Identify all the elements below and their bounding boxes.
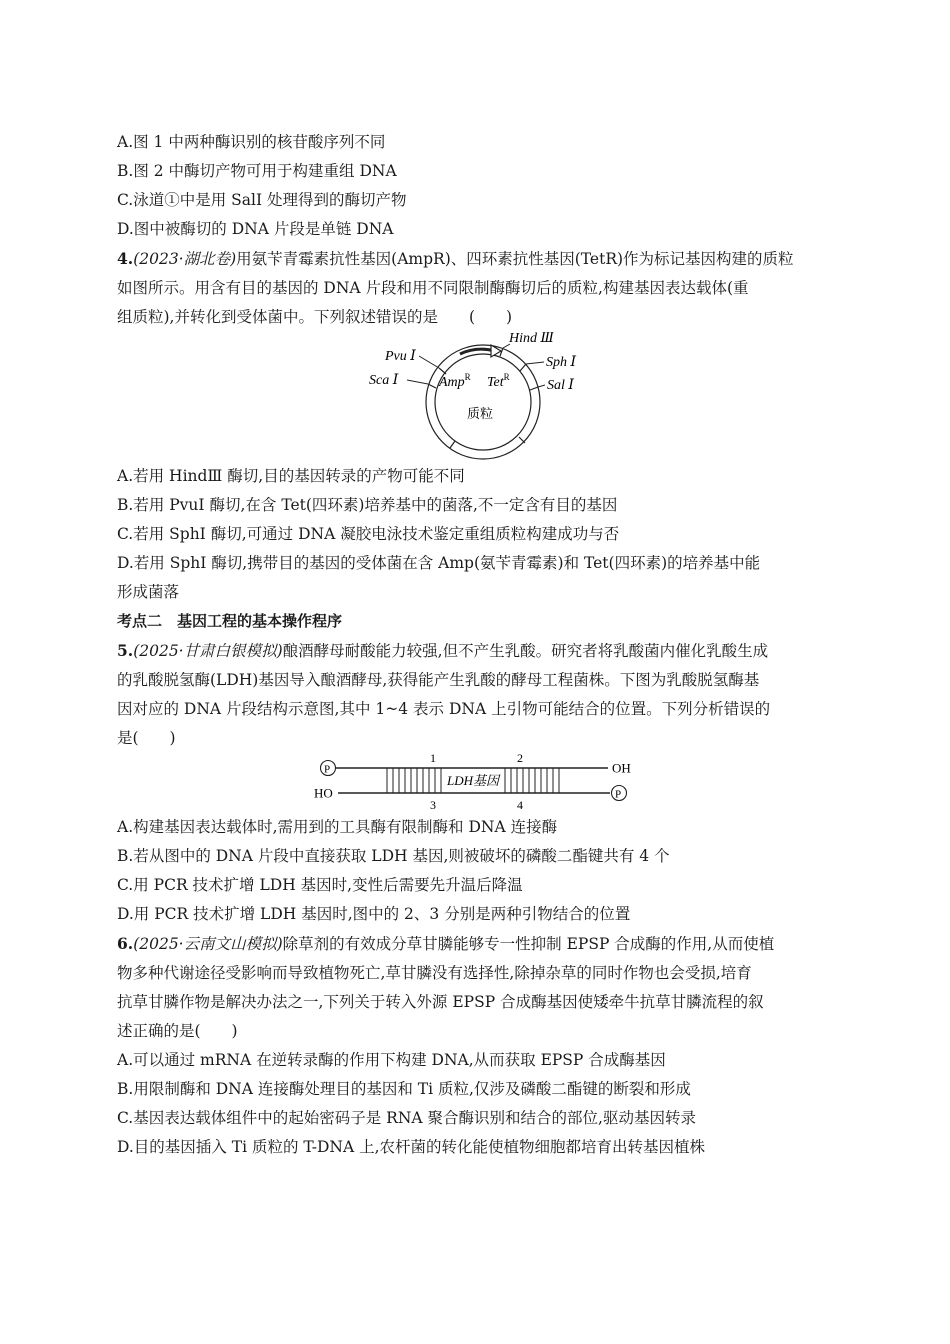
sal-leader bbox=[538, 385, 545, 387]
q4-option-d-cont: 形成菌落 bbox=[117, 583, 180, 601]
q6-stem-text1: 除草剂的有效成分草甘膦能够专一性抑制 EPSP 合成酶的作用,从而使植 bbox=[282, 935, 775, 953]
top-oh-label: OH bbox=[612, 760, 631, 776]
plasmid-figure bbox=[117, 332, 837, 462]
section-heading: 考点二 基因工程的基本操作程序 bbox=[117, 612, 343, 630]
bottom-phosphate-label: P bbox=[615, 788, 622, 801]
pvu-site-tick bbox=[439, 368, 446, 374]
ldh-dna-diagram bbox=[117, 753, 837, 813]
sal-label-text: Sal Ⅰ bbox=[547, 378, 574, 393]
q3-option-b: B.图 2 中酶切产物可用于构建重组 DNA bbox=[117, 162, 397, 180]
q5-source: (2025·甘肃白银模拟) bbox=[133, 642, 283, 660]
sal-site-tick bbox=[530, 387, 538, 390]
sph-label bbox=[546, 355, 577, 370]
sca-site-tick bbox=[428, 384, 436, 388]
q6-option-a: A.可以通过 mRNA 在逆转录酶的作用下构建 DNA,从而获取 EPSP 合成酶基因 bbox=[117, 1051, 666, 1069]
q5-option-a: A.构建基因表达载体时,需用到的工具酶有限制酶和 DNA 连接酶 bbox=[117, 818, 558, 836]
sal-label bbox=[547, 378, 574, 393]
plasmid-diagram bbox=[117, 332, 837, 462]
amp-sup: R bbox=[464, 372, 471, 382]
q5-number: 5. bbox=[117, 641, 134, 660]
sca-label bbox=[369, 373, 399, 388]
q4-option-d: D.若用 SphⅠ 酶切,携带目的基因的受体菌在含 Amp(氨苄青霉素)和 Tet(四环素)的培养基中能 bbox=[117, 554, 761, 572]
amp-gene-text: Amp bbox=[439, 375, 465, 390]
tet-gene-text: Tet bbox=[487, 375, 504, 390]
q5-option-d: D.用 PCR 技术扩增 LDH 基因时,图中的 2、3 分别是两种引物结合的位置 bbox=[117, 905, 631, 923]
q4-number: 4. bbox=[117, 249, 134, 268]
q6-option-c: C.基因表达载体组件中的起始密码子是 RNA 聚合酶识别和结合的部位,驱动基因转录 bbox=[117, 1109, 696, 1127]
q5-stem-line1 bbox=[117, 636, 837, 666]
pvu-leader bbox=[419, 356, 439, 368]
q5-option-b: B.若从图中的 DNA 片段中直接获取 LDH 基因,则被破坏的磷酸二酯键共有 4 个 bbox=[117, 847, 670, 865]
hind-label-text: Hind Ⅲ bbox=[509, 332, 555, 346]
q6-stem-line1 bbox=[117, 929, 837, 959]
q6-stem-line2: 物多种代谢途径受影响而导致植物死亡,草甘膦没有选择性,除掉杂草的同时作物也会受损,培育 bbox=[117, 964, 752, 982]
tet-sup: R bbox=[503, 372, 510, 382]
q6-number: 6. bbox=[117, 934, 134, 953]
q6-option-d: D.目的基因插入 Ti 质粒的 T-DNA 上,农杆菌的转化能使植物细胞都培育出转基因植株 bbox=[117, 1138, 705, 1156]
q5-stem-line4: 是( ) bbox=[117, 729, 176, 747]
primer-site-2: 2 bbox=[517, 753, 523, 765]
amp-gene-label bbox=[438, 372, 471, 390]
q4-option-c: C.若用 SphⅠ 酶切,可通过 DNA 凝胶电泳技术鉴定重组质粒构建成功与否 bbox=[117, 525, 620, 543]
hind-label bbox=[508, 332, 555, 346]
q4-stem-line3: 组质粒),并转化到受体菌中。下列叙述错误的是 ( ) bbox=[117, 308, 513, 326]
plasmid-inner-ring bbox=[435, 354, 531, 450]
q4-option-b: B.若用 PvuⅠ 酶切,在含 Tet(四环素)培养基中的菌落,不一定含有目的基因 bbox=[117, 496, 618, 514]
sph-site-tick bbox=[520, 364, 526, 371]
plasmid-center-label: 质粒 bbox=[467, 406, 494, 421]
q6-stem-line3: 抗草甘膦作物是解决办法之一,下列关于转入外源 EPSP 合成酶基因使矮牵牛抗草甘膦流程的叙 bbox=[117, 993, 764, 1011]
rungs-right bbox=[505, 768, 559, 793]
bottom-ho-label: HO bbox=[314, 785, 333, 801]
top-phosphate-label: P bbox=[324, 763, 331, 776]
q3-option-a: A.图 1 中两种酶识别的核苷酸序列不同 bbox=[117, 133, 386, 151]
sca-leader bbox=[407, 380, 428, 384]
sph-label-text: Sph Ⅰ bbox=[546, 355, 577, 370]
primer-site-1: 1 bbox=[430, 753, 436, 765]
q4-stem-line1 bbox=[117, 244, 837, 274]
ldh-gene-label: LDH基因 bbox=[447, 773, 500, 788]
q6-source: (2025·云南文山模拟) bbox=[133, 935, 283, 953]
sca-label-text: Sca Ⅰ bbox=[369, 373, 399, 388]
q6-option-b: B.用限制酶和 DNA 连接酶处理目的基因和 Ti 质粒,仅涉及磷酸二酯键的断裂和形成 bbox=[117, 1080, 691, 1098]
rungs-left bbox=[387, 768, 441, 793]
document-page bbox=[117, 128, 837, 1162]
bottom-tick-right bbox=[519, 437, 525, 443]
q5-option-c: C.用 PCR 技术扩增 LDH 基因时,变性后需要先升温后降温 bbox=[117, 876, 523, 894]
q3-option-d: D.图中被酶切的 DNA 片段是单链 DNA bbox=[117, 220, 394, 238]
q5-stem-line2: 的乳酸脱氢酶(LDH)基因导入酿酒酵母,获得能产生乳酸的酵母工程菌株。下图为乳酸脱氢酶基 bbox=[117, 671, 760, 689]
ldh-figure bbox=[117, 753, 837, 813]
bottom-tick-left bbox=[450, 441, 455, 448]
tet-gene-label bbox=[487, 372, 510, 390]
q4-source: (2023·湖北卷) bbox=[133, 250, 237, 268]
q4-stem-line2: 如图所示。用含有目的基因的 DNA 片段和用不同限制酶酶切后的质粒,构建基因表达载体(重 bbox=[117, 279, 749, 297]
sph-leader bbox=[526, 362, 544, 364]
q4-option-a: A.若用 HindⅢ 酶切,目的基因转录的产物可能不同 bbox=[117, 467, 465, 485]
hind-leader bbox=[503, 344, 510, 348]
plasmid-outer-ring bbox=[426, 345, 540, 459]
q4-stem-text1: 用氨苄青霉素抗性基因(AmpR)、四环素抗性基因(TetR)作为标记基因构建的质粒 bbox=[236, 250, 794, 268]
pvu-label-text: Pvu Ⅰ bbox=[385, 349, 416, 364]
q6-stem-line4: 述正确的是( ) bbox=[117, 1022, 238, 1040]
amp-arrow-band bbox=[460, 349, 495, 354]
q5-stem-text1: 酿酒酵母耐酸能力较强,但不产生乳酸。研究者将乳酸菌内催化乳酸生成 bbox=[282, 642, 769, 660]
q5-stem-line3: 因对应的 DNA 片段结构示意图,其中 1~4 表示 DNA 上引物可能结合的位置。下列分析错误的 bbox=[117, 700, 771, 718]
pvu-label bbox=[384, 349, 416, 364]
q3-option-c: C.泳道①中是用 SalⅠ 处理得到的酶切产物 bbox=[117, 191, 407, 209]
primer-site-3: 3 bbox=[430, 798, 436, 812]
primer-site-4: 4 bbox=[517, 798, 523, 812]
